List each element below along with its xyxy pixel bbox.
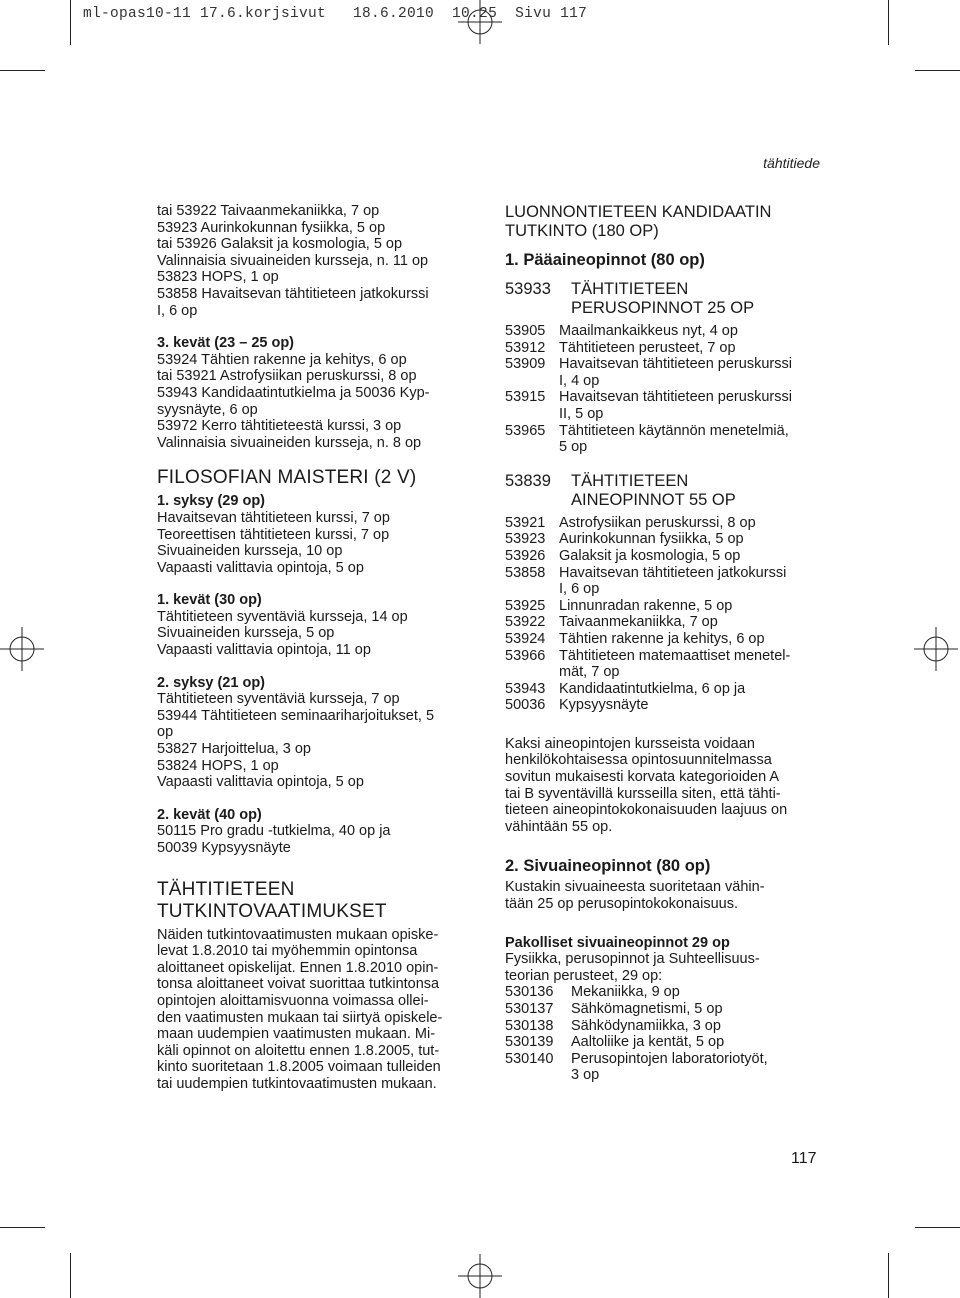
course-row	[505, 984, 823, 1001]
text-line: Kaksi aineopintojen kursseista voidaan	[505, 735, 755, 752]
course-row	[505, 697, 823, 714]
course-code: 53965	[505, 422, 546, 439]
text-line: levat 1.8.2010 tai myöhemmin opintonsa	[157, 943, 418, 960]
course-code: 53905	[505, 323, 546, 339]
course-code: 53909	[505, 356, 546, 373]
course-row	[505, 614, 823, 631]
text-line: sovitun mukaisesti korvata kategorioiden A	[505, 769, 780, 786]
heading-line: TÄHTITIETEEN	[571, 471, 689, 490]
registration-mark-icon	[0, 627, 44, 671]
course-row	[505, 356, 823, 389]
text-line: Vapaasti valittavia opintoja, 11 op	[157, 642, 371, 659]
course-row	[505, 598, 823, 615]
module-title	[571, 472, 823, 510]
text-line: Fysiikka, perusopinnot ja Suhteellisuus-	[505, 951, 760, 968]
course-name: Tähtitieteen käytännön menetelmiä,	[559, 422, 789, 439]
heading-line: TUTKINTOVAATIMUKSET	[157, 900, 387, 922]
registration-mark-icon	[914, 627, 958, 671]
course-code: 53922	[505, 614, 546, 631]
course-name: Astrofysiikan peruskurssi, 8 op	[559, 514, 756, 531]
course-name: Perusopintojen laboratoriotyöt,	[571, 1050, 768, 1067]
course-name: Kandidaatintutkielma, 6 op ja	[559, 680, 746, 697]
crop-mark	[915, 1227, 960, 1228]
course-row	[505, 1051, 823, 1084]
intermediate-studies-block	[505, 472, 823, 714]
text-line: Sivuaineiden kursseja, 5 op	[157, 625, 335, 642]
registration-mark-icon	[458, 1254, 502, 1298]
text-line: tai 53926 Galaksit ja kosmologia, 5 op	[157, 236, 403, 253]
course-name: Sähködynamiikka, 3 op	[571, 1017, 721, 1034]
course-name: I, 4 op	[559, 372, 600, 389]
text-line: 53858 Havaitsevan tähtitieteen jatkokurssi	[157, 285, 429, 302]
semester-heading: 2. syksy (21 op)	[157, 674, 265, 691]
text-line: henkilökohtaisessa opintosuunnitelmassa	[505, 752, 772, 769]
text-line: Tähtitieteen syventäviä kursseja, 14 op	[157, 608, 408, 625]
text-line: opintojen aloittamisvuonna voimassa ollei-	[157, 992, 429, 1009]
heading-line: TÄHTITIETEEN	[571, 280, 689, 298]
registration-mark-icon	[458, 0, 502, 44]
crop-mark	[70, 0, 71, 45]
course-name: Havaitsevan tähtitieteen peruskurssi	[559, 356, 792, 373]
text-line: tai 53922 Taivaanmekaniikka, 7 op	[157, 203, 380, 219]
course-row	[505, 681, 823, 698]
text-line: tai 53921 Astrofysiikan peruskurssi, 8 op	[157, 368, 417, 385]
course-name: Mekaniikka, 9 op	[571, 984, 680, 1001]
crop-mark	[0, 1227, 45, 1228]
text-line: 53923 Aurinkokunnan fysiikka, 5 op	[157, 219, 386, 236]
text-line: tieteen aineopintokokonaisuuden laajuus on	[505, 802, 788, 819]
course-row	[505, 1001, 823, 1018]
course-name: 3 op	[571, 1067, 600, 1084]
degree-heading	[505, 203, 823, 241]
course-name: Sähkömagnetismi, 5 op	[571, 1001, 723, 1017]
text-line: Sivuaineiden kursseja, 10 op	[157, 543, 343, 560]
requirements-heading	[157, 879, 477, 923]
minor-heading: 2. Sivuaineopinnot (80 op)	[505, 857, 711, 876]
course-name: II, 5 op	[559, 405, 604, 422]
heading-line: TÄHTITIETEEN	[157, 878, 295, 900]
course-name: Taivaanmekaniikka, 7 op	[559, 614, 718, 631]
text-line: 50115 Pro gradu -tutkielma, 40 op ja	[157, 823, 391, 840]
spring1-section	[157, 592, 477, 658]
course-code: 53915	[505, 389, 546, 406]
course-row	[505, 1034, 823, 1051]
text-line: tään 25 op perusopintokokonaisuus.	[505, 896, 738, 913]
course-name: Aurinkokunnan fysiikka, 5 op	[559, 531, 744, 548]
intro-list	[157, 203, 477, 319]
course-row	[505, 340, 823, 357]
text-line: Vapaasti valittavia opintoja, 5 op	[157, 774, 364, 791]
course-code: 53858	[505, 564, 546, 581]
crop-mark	[0, 70, 45, 71]
crop-mark	[888, 0, 889, 45]
crop-mark	[888, 1253, 889, 1298]
course-row	[505, 323, 823, 340]
course-name: Linnunradan rakenne, 5 op	[559, 597, 733, 614]
compulsory-heading: Pakolliset sivuaineopinnot 29 op	[505, 934, 730, 951]
course-name: 5 op	[559, 439, 588, 456]
semester-heading: 1. syksy (29 op)	[157, 493, 265, 510]
course-name: Maailmankaikkeus nyt, 4 op	[559, 323, 738, 339]
course-code: 530140	[505, 1050, 554, 1067]
course-row	[505, 389, 823, 422]
course-name: Aaltoliike ja kentät, 5 op	[571, 1034, 725, 1051]
text-line: 53924 Tähtien rakenne ja kehitys, 6 op	[157, 351, 407, 368]
module-title	[571, 280, 823, 318]
printer-slug: ml-opas10-11 17.6.korjsivut 18.6.2010 10.25 Sivu 117	[83, 6, 588, 22]
course-name: Tähtitieteen perusteet, 7 op	[559, 339, 736, 356]
text-line: 50039 Kypsyysnäyte	[157, 840, 291, 856]
text-line: Vapaasti valittavia opintoja, 5 op	[157, 559, 364, 576]
text-line: tai B syventävillä kursseilla siten, että tähti-	[505, 785, 781, 802]
text-line: teorian perusteet, 29 op:	[505, 967, 663, 984]
semester-heading: 2. kevät (40 op)	[157, 806, 262, 823]
course-name: Havaitsevan tähtitieteen jatkokurssi	[559, 564, 787, 581]
compulsory-block	[505, 935, 823, 1084]
course-name: Kypsyysnäyte	[559, 697, 649, 714]
text-line: aloittaneet opiskelijat. Ennen 1.8.2010 opin-	[157, 959, 439, 976]
heading-line: LUONNONTIETEEN KANDIDAATIN	[505, 203, 772, 221]
text-line: 53824 HOPS, 1 op	[157, 757, 279, 774]
text-line: Teoreettisen tähtitieteen kurssi, 7 op	[157, 526, 390, 543]
crop-mark	[70, 1253, 71, 1298]
course-code: 53912	[505, 339, 546, 356]
course-row	[505, 531, 823, 548]
masters-heading: FILOSOFIAN MAISTERI (2 V)	[157, 467, 417, 489]
course-code: 50036	[505, 697, 546, 714]
module-code: 53933	[505, 280, 551, 298]
module-code: 53839	[505, 471, 551, 490]
course-name: Havaitsevan tähtitieteen peruskurssi	[559, 389, 792, 406]
text-line: Valinnaisia sivuaineiden kursseja, n. 11 op	[157, 252, 429, 269]
text-line: 53943 Kandidaatintutkielma ja 50036 Kyp-	[157, 384, 430, 401]
course-name: Tähtien rakenne ja kehitys, 6 op	[559, 630, 765, 647]
text-line: 53972 Kerro tähtitieteestä kurssi, 3 op	[157, 418, 402, 435]
text-line: maan uudempien vaatimusten mukaan. Mi-	[157, 1026, 436, 1043]
major-heading: 1. Pääaineopinnot (80 op)	[505, 251, 705, 269]
course-code: 53924	[505, 630, 546, 647]
course-code: 530138	[505, 1017, 554, 1034]
heading-line: AINEOPINNOT 55 OP	[571, 490, 736, 509]
right-column	[505, 203, 823, 1084]
text-line: 53827 Harjoittelua, 3 op	[157, 741, 311, 758]
text-line: Näiden tutkintovaatimusten mukaan opiske-	[157, 926, 439, 943]
crop-mark	[915, 70, 960, 71]
text-line: Havaitsevan tähtitieteen kurssi, 7 op	[157, 509, 390, 526]
course-name: I, 6 op	[559, 581, 600, 598]
requirements-paragraph	[157, 927, 477, 1093]
course-code: 53966	[505, 647, 546, 664]
text-line: Kustakin sivuaineesta suoritetaan vähin-	[505, 879, 765, 896]
course-code: 53923	[505, 531, 546, 548]
course-row	[505, 1018, 823, 1035]
course-row	[505, 631, 823, 648]
spring3-section	[157, 335, 477, 451]
text-line: syysnäyte, 6 op	[157, 401, 258, 418]
course-name: Galaksit ja kosmologia, 5 op	[559, 547, 741, 564]
basic-studies-block	[505, 280, 823, 456]
text-line: 53944 Tähtitieteen seminaariharjoitukset, 5	[157, 707, 435, 724]
course-row	[505, 565, 823, 598]
course-row	[505, 515, 823, 532]
heading-line: PERUSOPINNOT 25 OP	[571, 299, 755, 317]
semester-heading: 3. kevät (23 – 25 op)	[157, 335, 295, 352]
course-code: 530136	[505, 984, 554, 1001]
course-code: 530137	[505, 1001, 554, 1017]
text-line: Valinnaisia sivuaineiden kursseja, n. 8 op	[157, 434, 422, 451]
course-row	[505, 648, 823, 681]
course-code: 53926	[505, 547, 546, 564]
text-line: kinto suoritetaan 1.8.2005 voimaan tulleiden	[157, 1059, 441, 1076]
left-column	[157, 203, 477, 1093]
text-line: Tähtitieteen syventäviä kursseja, 7 op	[157, 691, 400, 708]
course-name: mät, 7 op	[559, 664, 620, 681]
course-row	[505, 423, 823, 456]
section-label: tähtitiede	[763, 155, 820, 171]
text-line: käli opinnot on aloitettu ennen 1.8.2005, tut-	[157, 1042, 440, 1059]
minor-paragraph	[505, 879, 823, 912]
substitution-note	[505, 736, 823, 836]
text-line: den vaatimusten mukaan tai siirtyä opiskele-	[157, 1009, 443, 1026]
course-name: Tähtitieteen matemaattiset menetel-	[559, 647, 791, 664]
text-line: vähintään 55 op.	[505, 818, 613, 835]
course-code: 53921	[505, 514, 546, 531]
text-line: 53823 HOPS, 1 op	[157, 269, 279, 286]
module-heading	[505, 280, 823, 318]
semester-heading: 1. kevät (30 op)	[157, 592, 262, 609]
course-row	[505, 548, 823, 565]
module-heading	[505, 472, 823, 510]
heading-line: TUTKINTO (180 OP)	[505, 222, 659, 240]
text-line: tai uudempien tutkintovaatimusten mukaan.	[157, 1075, 437, 1092]
course-code: 53943	[505, 680, 546, 697]
page-number: 117	[791, 1150, 817, 1167]
course-code: 530139	[505, 1034, 554, 1051]
text-line: tonsa aloittaneet voivat suorittaa tutkintonsa	[157, 976, 440, 993]
text-line: I, 6 op	[157, 302, 198, 319]
autumn2-section	[157, 675, 477, 791]
autumn1-section	[157, 493, 477, 576]
spring2-section	[157, 807, 477, 857]
course-code: 53925	[505, 597, 546, 614]
text-line: op	[157, 724, 174, 741]
